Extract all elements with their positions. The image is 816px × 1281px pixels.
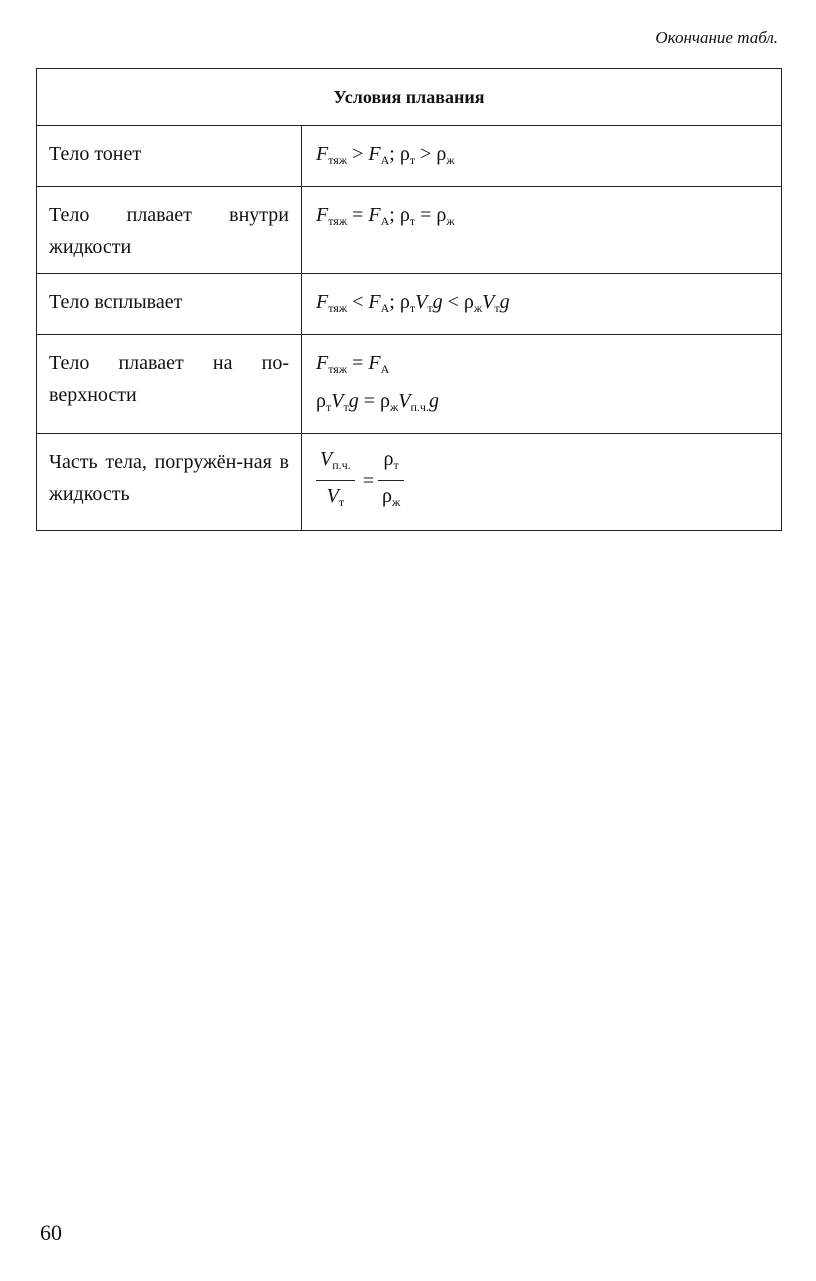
- condition-floats-inside: Тело плавает внутри жидкости: [37, 187, 302, 274]
- formula-sinks: $F_{тяж} > F_A$; $\rho_т > \rho_ж$: [302, 126, 782, 187]
- formula-floats-inside: $F_{тяж} = F_A$; $\rho_т = \rho_ж$: [302, 187, 782, 274]
- formula-submerged-part: $\frac{V_{п.ч.}}{V_т}$ = $\frac{\rho_т}{\rho_ж}$: [302, 434, 782, 531]
- formula-rises: $F_{тяж} < F_A$; $\rho_тV_тg < \rho_жV_тg$: [302, 274, 782, 335]
- table-title: Условия плавания: [37, 69, 782, 126]
- table-row: [37, 187, 782, 274]
- formula-line-1: $F_{тяж} = F_A$: [316, 352, 390, 376]
- table-row: [37, 335, 782, 434]
- page-number: 60: [40, 1220, 62, 1245]
- table-header-row: [37, 69, 782, 126]
- fraction-volume: $\frac{V_{п.ч.}}{V_т}$: [316, 446, 355, 515]
- condition-sinks: Тело тонет: [37, 126, 302, 187]
- condition-submerged-part: Часть тела, погружён-ная в жидкость: [37, 434, 302, 531]
- floating-conditions-table: [36, 68, 782, 531]
- table-continuation-note: Окончание табл.: [655, 28, 778, 47]
- table-row: [37, 274, 782, 335]
- formula-line-2: $\rho_тV_тg = \rho_жV_{п.ч.}g$: [316, 390, 439, 414]
- fraction-density: $\frac{\rho_т}{\rho_ж}$: [378, 446, 404, 515]
- condition-floats-surface: Тело плавает на по-верхности: [37, 335, 302, 434]
- table-row: [37, 434, 782, 531]
- table-row: [37, 126, 782, 187]
- formula-floats-surface: [302, 335, 782, 434]
- condition-rises: Тело всплывает: [37, 274, 302, 335]
